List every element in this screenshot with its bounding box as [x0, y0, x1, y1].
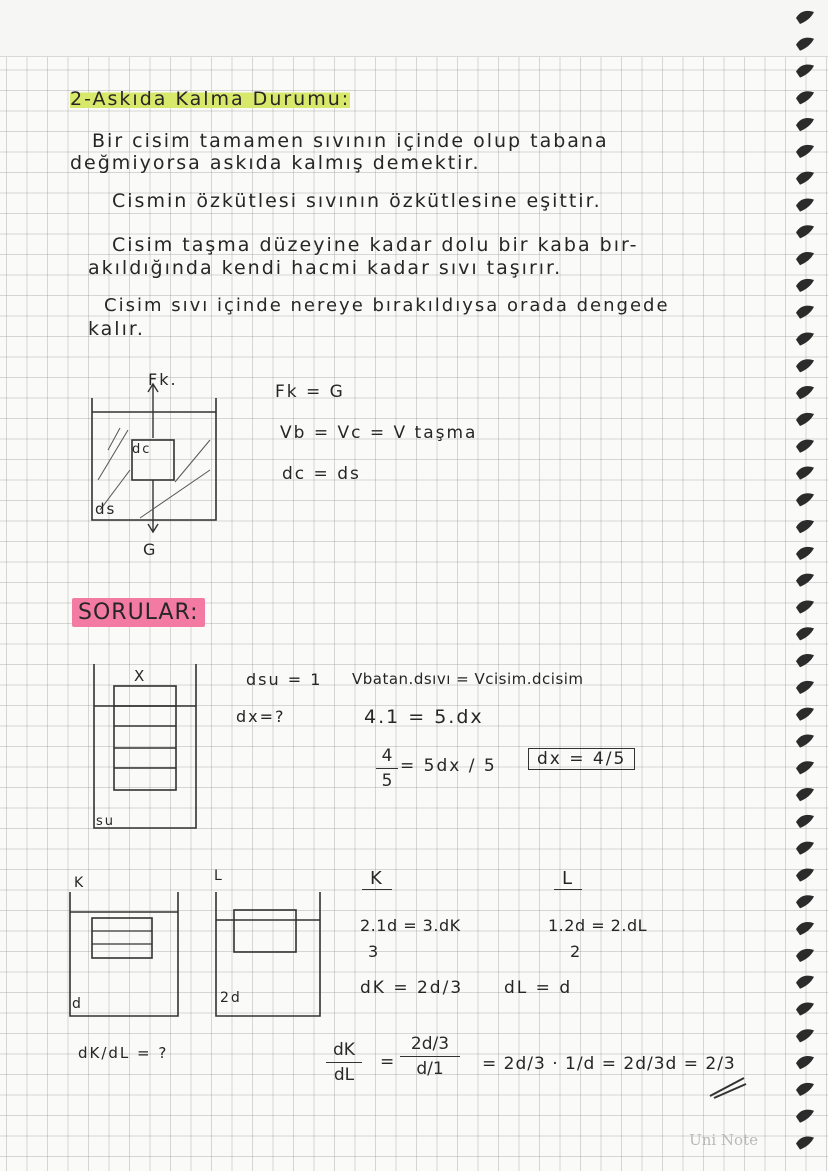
section-title: 2-Askıda Kalma Durumu: — [70, 88, 351, 110]
para3-line2: akıldığında kendi hacmi kadar sıvı taşırır. — [88, 257, 563, 279]
spiral-ring — [796, 868, 814, 881]
spiral-ring — [796, 279, 814, 292]
spiral-ring — [796, 788, 814, 801]
container-l-label: L — [214, 868, 224, 884]
ratio-lhs — [326, 1040, 362, 1085]
spiral-ring — [796, 734, 814, 747]
spiral-ring — [796, 976, 814, 989]
spiral-ring — [796, 332, 814, 345]
spiral-ring — [796, 1056, 814, 1069]
spiral-ring — [796, 118, 814, 131]
spiral-ring — [796, 198, 814, 211]
para3-line1: Cisim taşma düzeyine kadar dolu bir kaba bır- — [112, 234, 639, 256]
ratio-question: dK/dL = ? — [78, 1044, 169, 1062]
buoyancy-formula: Vbatan.dsıvı = Vcisim.dcisim — [352, 670, 584, 688]
questions-title: SORULAR: — [72, 598, 205, 627]
spiral-ring — [796, 708, 814, 721]
q1-step1: 4.1 = 5.dx — [364, 706, 484, 728]
liquid-density-label: ds — [95, 500, 117, 518]
weight-label: G — [143, 540, 158, 559]
spiral-ring — [796, 440, 814, 453]
brand-watermark: Uni Note — [689, 1131, 758, 1149]
l-density-result: dL = d — [504, 978, 573, 998]
spiral-ring — [796, 359, 814, 372]
para2: Cismin özkütlesi sıvının özkütlesine eşittir. — [112, 190, 602, 212]
ratio-middle — [400, 1034, 460, 1079]
container-k-label: K — [74, 875, 86, 891]
para4-line1: Cisim sıvı içinde nereye bırakıldıysa orada dengede — [104, 295, 670, 316]
liquid-l-density: 2d — [220, 990, 242, 1006]
equation-volume: Vb = Vc = V taşma — [280, 423, 478, 443]
spiral-ring — [796, 654, 814, 667]
water-label: su — [96, 814, 116, 829]
spiral-ring — [796, 306, 814, 319]
l-equation-denominator: 2 — [570, 942, 583, 961]
spiral-ring — [796, 547, 814, 560]
liquid-k-density: d — [72, 996, 83, 1012]
ratio-middle-numerator: 2d/3 — [410, 1034, 450, 1054]
spiral-ring — [796, 64, 814, 77]
k-equation-denominator: 3 — [368, 942, 381, 961]
spiral-ring — [796, 1136, 814, 1149]
para1-line1: Bir cisim tamamen sıvının içinde olup tabana — [92, 130, 609, 152]
spiral-ring — [796, 225, 814, 238]
buoyant-force-label: Fk. — [148, 370, 178, 389]
spiral-binding — [788, 0, 824, 1171]
spiral-ring — [796, 520, 814, 533]
q1-step2-numerator: 4 — [381, 746, 393, 766]
spiral-ring — [796, 145, 814, 158]
ratio-lhs-numerator: dK — [333, 1040, 355, 1060]
spiral-ring — [796, 1110, 814, 1123]
spiral-ring — [796, 172, 814, 185]
spiral-ring — [796, 842, 814, 855]
spiral-ring — [796, 761, 814, 774]
spiral-ring — [796, 252, 814, 265]
water-density: dsu = 1 — [246, 670, 323, 689]
object-x-label: X — [134, 667, 147, 685]
spiral-ring — [796, 1083, 814, 1096]
para1-line2: değmiyorsa askıda kalmış demektir. — [70, 152, 481, 174]
spiral-ring — [796, 815, 814, 828]
spiral-ring — [796, 922, 814, 935]
k-equation: 2.1d = 3.dK — [360, 916, 461, 935]
ratio-final-step: = 2d/3 · 1/d = 2d/3d = 2/3 — [482, 1054, 736, 1074]
q1-step2-rhs: = 5dx / 5 — [400, 756, 497, 776]
question1-diagram — [88, 660, 208, 832]
para4-line2: kalır. — [88, 318, 145, 340]
object-density-label: dc — [132, 442, 152, 457]
k-density-result: dK = 2d/3 — [360, 978, 464, 998]
spiral-ring — [796, 681, 814, 694]
spiral-ring — [796, 627, 814, 640]
q1-step2-fraction — [376, 746, 398, 791]
unknown-density-x: dx=? — [236, 707, 286, 726]
spiral-ring — [796, 574, 814, 587]
q1-step2-denominator: 5 — [381, 771, 393, 791]
ratio-lhs-denominator: dL — [333, 1065, 355, 1085]
spiral-ring — [796, 413, 814, 426]
spiral-ring — [796, 1029, 814, 1042]
spiral-ring — [796, 38, 814, 51]
spiral-ring — [796, 91, 814, 104]
spiral-ring — [796, 949, 814, 962]
answer-mark — [708, 1070, 748, 1100]
ratio-middle-denominator: d/1 — [416, 1059, 444, 1079]
equation-force-balance: Fk = G — [275, 382, 345, 402]
l-equation: 1.2d = 2.dL — [548, 916, 648, 935]
spiral-ring — [796, 466, 814, 479]
ratio-equals: = — [380, 1052, 397, 1072]
equation-density: dc = ds — [282, 464, 361, 484]
spiral-ring — [796, 895, 814, 908]
spiral-ring — [796, 386, 814, 399]
q1-answer: dx = 4/5 — [528, 748, 635, 770]
l-column-heading: L — [554, 868, 582, 890]
spiral-ring — [796, 11, 814, 24]
spiral-ring — [796, 600, 814, 613]
page-top-band — [0, 0, 828, 57]
k-column-heading: K — [362, 868, 392, 890]
spiral-ring — [796, 1002, 814, 1015]
spiral-ring — [796, 493, 814, 506]
